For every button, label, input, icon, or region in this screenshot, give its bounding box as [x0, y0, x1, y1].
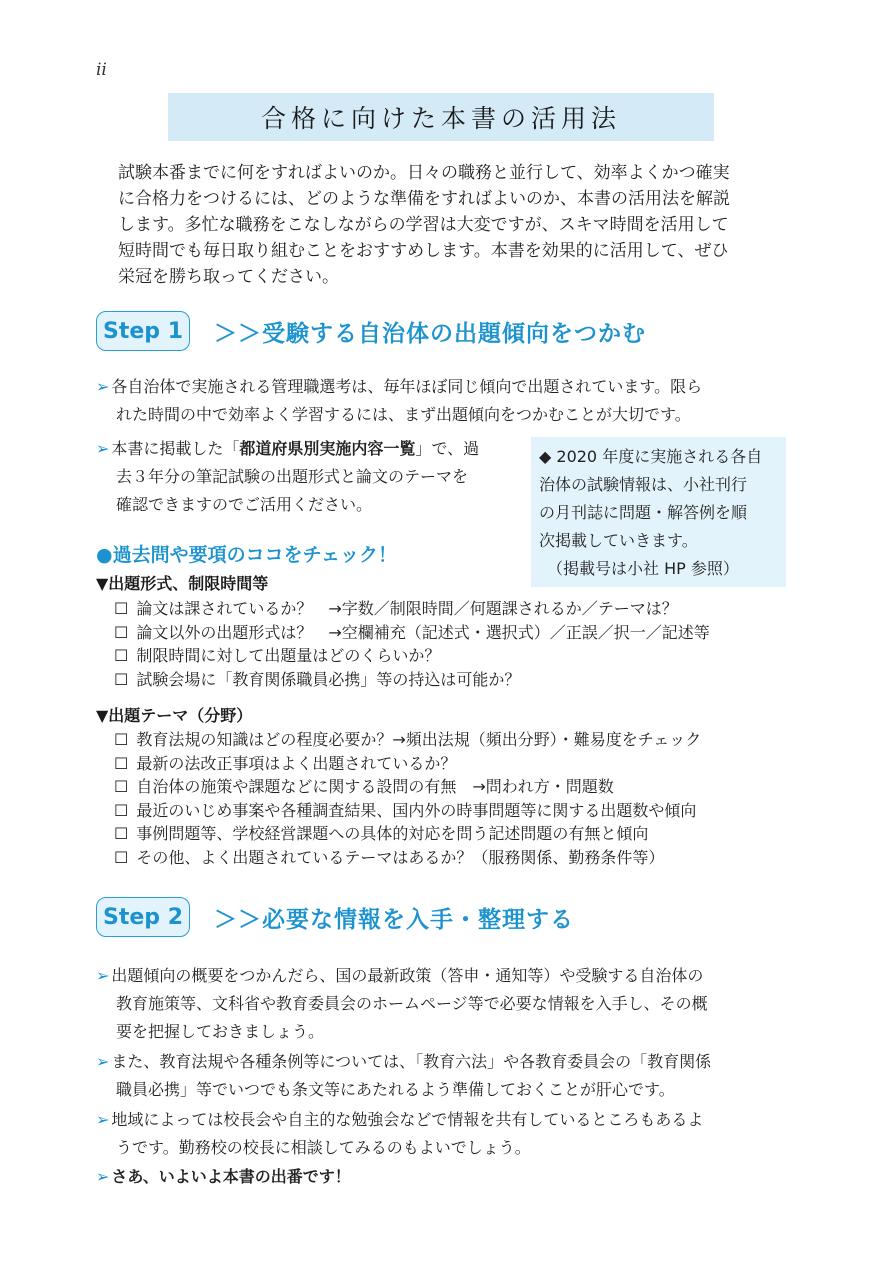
arrow-bullet-icon: ➢ [96, 1052, 110, 1071]
intro-paragraph [118, 160, 798, 290]
checklist-item: ☐ 試験会場に「教育関係職員必携」等の持込は可能か？ [114, 669, 521, 689]
checkbox-icon: ☐ [114, 777, 129, 796]
step2-bullet-3 [96, 1106, 796, 1162]
checklist-item: ☐ 制限時間に対して出題量はどのくらいか？ [114, 646, 441, 665]
step2-bullet-2 [96, 1048, 796, 1104]
step2-bullet-1 [96, 962, 796, 1046]
bullet-text: 出題傾向の概要をつかんだら、国の最新政策（答申・通知等）や受験する自治体の [111, 966, 704, 985]
checklist-format [114, 597, 804, 691]
note-line: ◆ 2020 年度に実施される各自 [539, 447, 763, 466]
bullet-text: 本書に掲載した「 [111, 439, 240, 458]
bullet-text: 確認できますのでご活用ください。 [116, 495, 373, 514]
checklist-item: ☐ その他、よく出題されているテーマはあるか？（服務関係、勤務条件等） [114, 847, 665, 867]
bullet-text: 要を把握しておきましょう。 [116, 1022, 325, 1041]
subheading-format: ▼出題形式、制限時間等 [96, 574, 269, 593]
arrow-bullet-icon: ➢ [96, 1110, 110, 1129]
arrow-bullet-icon: ➢ [96, 966, 110, 985]
checkbox-icon: ☐ [114, 824, 129, 843]
bullet-text: れた時間の中で効率よく学習するには、まず出題傾向をつかむことが大切です。 [116, 405, 691, 424]
step2-header [96, 897, 574, 937]
checkbox-icon: ☐ [114, 646, 129, 665]
checkbox-icon: ☐ [114, 730, 129, 749]
arrow-bullet-icon: ➢ [96, 377, 110, 396]
info-note-box [531, 437, 786, 587]
intro-line: 栄冠を勝ち取ってください。 [118, 267, 339, 287]
page-number: ii [96, 60, 107, 80]
checkbox-icon: ☐ [114, 753, 129, 773]
bullet-text: 去３年分の筆記試験の出題形式と論文のテーマを [116, 467, 469, 486]
checklist-item: ☐ 最新の法改正事項はよく出題されているか？ [114, 753, 457, 773]
checklist-item: ☐ 論文は課されているか？ →字数／制限時間／何題課されるか／テーマは？ [114, 599, 678, 618]
subheading-themes: ▼出題テーマ（分野） [96, 706, 253, 725]
note-line: （掲載号は小社 HP 参照） [539, 559, 739, 578]
bullet-text: また、教育法規や各種条例等については、「教育六法」や各教育委員会の「教育関係 [111, 1052, 712, 1071]
checklist-item: ☐ 論文以外の出題形式は？ →空欄補充（記述式・選択式）／正誤／択一／記述等 [114, 622, 710, 642]
intro-line: 試験本番までに何をすればよいのか。日々の職務と並行して、効率よくかつ確実 [118, 163, 730, 183]
step1-bullet-1 [96, 373, 796, 429]
step2-closing [96, 1163, 796, 1191]
bullet-bold-text: 都道府県別実施内容一覧 [239, 439, 416, 458]
checkbox-icon: ☐ [114, 847, 129, 867]
arrow-bullet-icon: ➢ [96, 439, 110, 458]
intro-line: 短時間でも毎日取り組むことをおすすめします。本書を効果的に活用して、ぜひ [118, 241, 729, 261]
checklist-item: ☐ 最近のいじめ事案や各種調査結果、国内外の時事問題等に関する出題数や傾向 [114, 800, 697, 820]
bullet-text: 職員必携」等でいつでも条文等にあたれるよう準備しておくことが肝心です。 [116, 1080, 675, 1099]
checklist-item: ☐ 教育法規の知識はどの程度必要か？→頻出法規（頻出分野）・難易度をチェック [114, 730, 702, 749]
page-title-band [168, 93, 714, 141]
checklist-item: ☐ 自治体の施策や課題などに関する設問の有無 →問われ方・問題数 [114, 777, 614, 796]
bullet-text: 教育施策等、文科省や教育委員会のホームページ等で必要な情報を入手し、その概 [116, 994, 708, 1013]
checkbox-icon: ☐ [114, 800, 129, 820]
step1-bullet-2 [96, 435, 516, 519]
intro-line: に合格力をつけるには、どのような準備をすればよいのか、本書の活用法を解説 [118, 189, 730, 209]
bullet-text: 」で、過 [415, 439, 480, 458]
checkbox-icon: ☐ [114, 599, 129, 618]
step2-badge: Step 2 [96, 897, 190, 937]
step2-heading: ＞＞必要な情報を入手・整理する [214, 906, 574, 933]
bullet-text: うです。勤務校の校長に相談してみるのもよいでしょう。 [116, 1138, 531, 1157]
step1-header [96, 311, 646, 351]
checklist-themes [114, 728, 804, 869]
arrow-bullet-icon: ➢ [96, 1167, 110, 1186]
step1-heading: ＞＞受験する自治体の出題傾向をつかむ [214, 320, 646, 347]
intro-line: します。多忙な職務をこなしながらの学習は大変ですが、スキマ時間を活用して [118, 215, 729, 235]
bullet-text: 地域によっては校長会や自主的な勉強会などで情報を共有しているところもあるよ [111, 1110, 704, 1129]
checklist-item: ☐ 事例問題等、学校経営課題への具体的対応を問う記述問題の有無と傾向 [114, 824, 649, 843]
note-line: 治体の試験情報は、小社刊行 [539, 475, 748, 494]
step1-badge: Step 1 [96, 311, 190, 351]
bullet-text: 各自治体で実施される管理職選考は、毎年ほぼ同じ傾向で出題されています。限ら [111, 377, 703, 396]
checklist-heading: ●過去問や要項のココをチェック！ [96, 544, 398, 566]
closing-text: さあ、いよいよ本書の出番です！ [111, 1167, 351, 1186]
page-title: 合格に向けた本書の活用法 [260, 104, 621, 133]
checkbox-icon: ☐ [114, 622, 129, 642]
note-line: 次掲載していきます。 [539, 531, 698, 550]
checkbox-icon: ☐ [114, 669, 129, 689]
note-line: の月刊誌に問題・解答例を順 [539, 503, 748, 522]
